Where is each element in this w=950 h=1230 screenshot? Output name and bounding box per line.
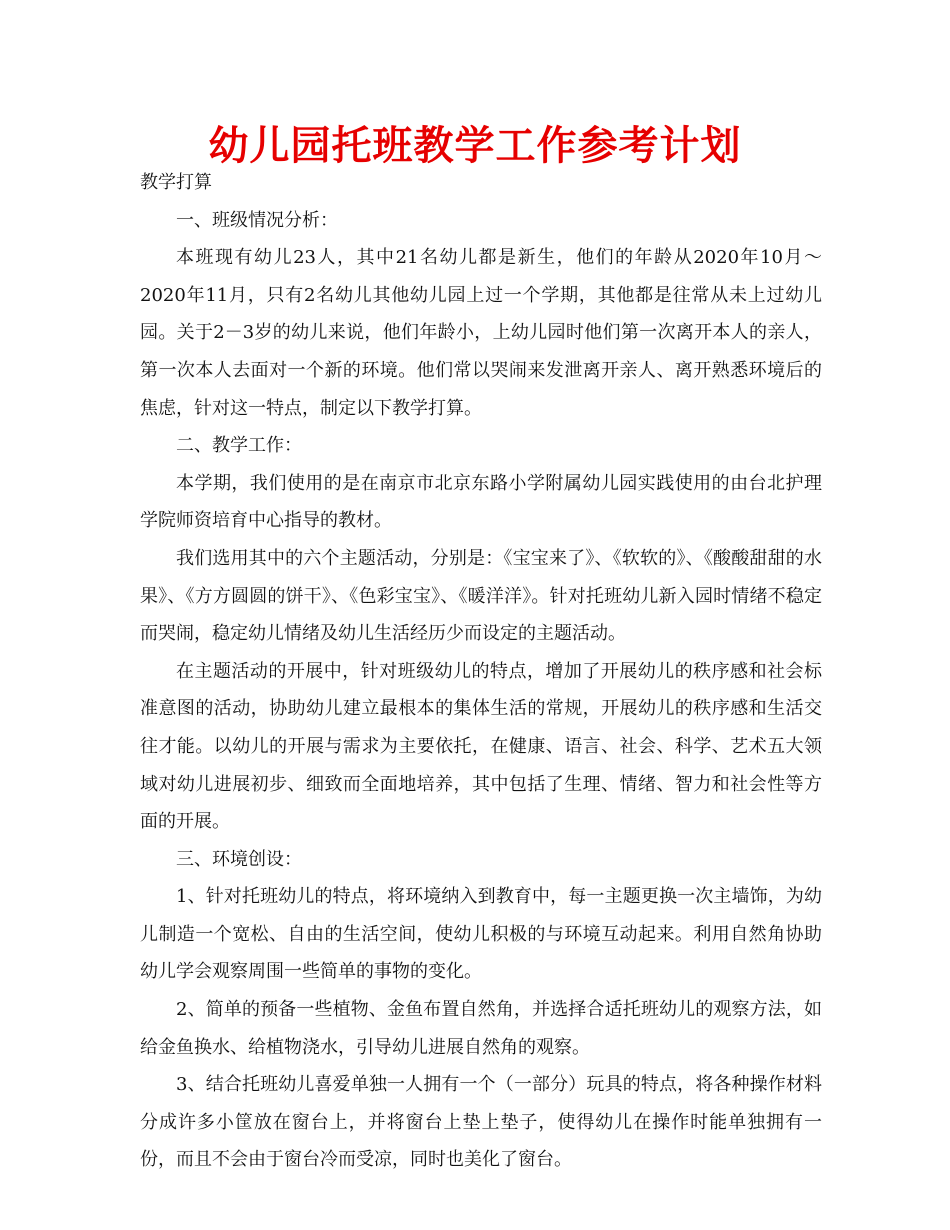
paragraph-environment-2: 2、简单的预备一些植物、金鱼布置自然角，并选择合适托班幼儿的观察方法，如给金鱼换水、给植物浇水，引导幼儿进展自然角的观察。 (140, 999, 822, 1058)
section-label: 教学打算 (140, 172, 212, 193)
paragraph-class-analysis: 本班现有幼儿23人，其中21名幼儿都是新生，他们的年龄从2020年10月～2020年11月，只有2名幼儿其他幼儿园上过一个学期，其他都是往常从未上过幼儿园。关于2－3岁的幼儿来说，他们年龄小，上幼儿园时他们第一次离开本人的亲人，第一次本人去面对一个新的环境。他们常以哭闹来发泄离开亲人、离开熟悉环境后的焦虑，针对这一特点，制定以下教学打算。 (140, 247, 822, 419)
paragraph-environment-3: 3、结合托班幼儿喜爱单独一人拥有一个（一部分）玩具的特点，将各种操作材料分成许多小筐放在窗台上，并将窗台上垫上垫子，使得幼儿在操作时能单独拥有一份，而且不会由于窗台冷而受凉，同时也美化了窗台。 (140, 1074, 822, 1171)
paragraph-activity-development: 在主题活动的开展中，针对班级幼儿的特点，增加了开展幼儿的秩序感和社会标准意图的活动，协助幼儿建立最根本的集体生活的常规，开展幼儿的秩序感和生活交往才能。以幼儿的开展与需求为主要依托，在健康、语言、社会、科学、艺术五大领域对幼儿进展初步、细致而全面地培养，其中包括了生理、情绪、智力和社会性等方面的开展。 (140, 660, 822, 833)
paragraph-environment-1: 1、针对托班幼儿的特点，将环境纳入到教育中，每一主题更换一次主墙饰，为幼儿制造一个宽松、自由的生活空间，使幼儿积极的与环境互动起来。利用自然角协助幼儿学会观察周围一些简单的事物的变化。 (140, 886, 822, 983)
paragraph-teaching-materials: 本学期，我们使用的是在南京市北京东路小学附属幼儿园实践使用的由台北护理学院师资培育中心指导的教材。 (140, 472, 822, 532)
document-body (140, 164, 822, 1179)
document-title: 幼儿园托班教学工作参考计划 (208, 123, 742, 169)
heading-class-analysis: 一、班级情况分析： (176, 209, 338, 231)
paragraph-theme-activities: 我们选用其中的六个主题活动，分别是：《宝宝来了》、《软软的》、《酸酸甜甜的水果》、《方方圆圆的饼干》、《色彩宝宝》、《暖洋洋》。针对托班幼儿新入园时情绪不稳定而哭闹，稳定幼儿情绪及幼儿生活经历少而设定的主题活动。 (140, 547, 822, 645)
heading-teaching-work: 二、教学工作： (176, 435, 302, 457)
heading-environment: 三、环境创设： (176, 848, 302, 870)
